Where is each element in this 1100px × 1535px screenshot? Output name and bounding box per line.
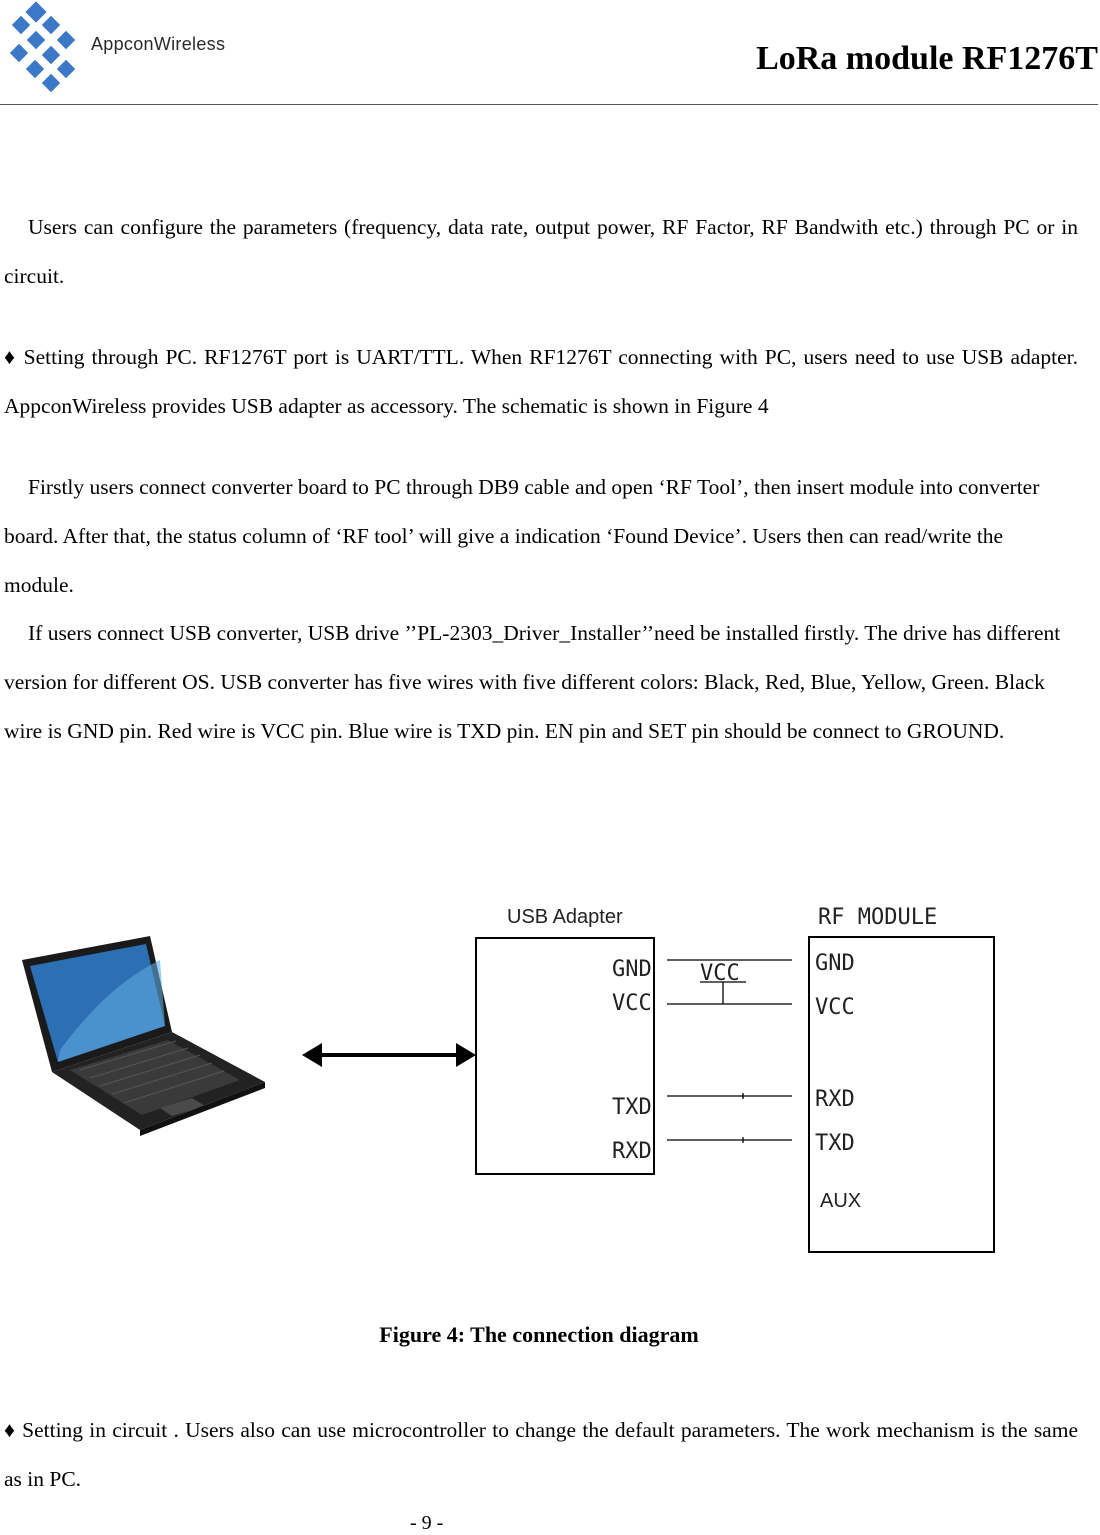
converter-paragraph: Firstly users connect converter board to PC through DB9 cable and open ‘RF Tool’, then insert module into converter board. After that, the status column of ‘RF tool’ will give a indication ‘Found Device’. Users then can read/write the module. <box>4 475 1040 597</box>
document-title: LoRa module RF1276T <box>756 40 1098 77</box>
intro-paragraph: Users can configure the parameters (frequency, data rate, output power, RF Factor, RF Bandwith etc.) through PC or in circuit. <box>4 215 1078 288</box>
usb-driver-paragraph: If users connect USB converter, USB drive ’’PL-2303_Driver_Installer’’need be installed firstly. The drive has different version for different OS. USB converter has five wires with five different colors: Black, Red, Blue, Yellow, Green. Black wire is GND pin. Red wire is VCC pin. Blue wire is TXD pin. EN pin and SET pin should be connect to GROUND. <box>4 621 1061 743</box>
rf-module-title: RF MODULE <box>818 905 938 930</box>
logo-text: AppconWireless <box>91 34 226 54</box>
usb-pin-rxd: RXD <box>612 1139 652 1164</box>
usb-adapter-title: USB Adapter <box>507 906 623 928</box>
usb-pin-txd: TXD <box>612 1095 652 1120</box>
figure-caption: Figure 4: The connection diagram <box>379 1322 699 1347</box>
rf-pin-vcc: VCC <box>815 995 855 1020</box>
pc-setting-paragraph: ♦ Setting through PC. RF1276T port is UART/TTL. When RF1276T connecting with PC, users need to use USB adapter. AppconWireless provides USB adapter as accessory. The schematic is shown in Figure 4 <box>4 345 1078 418</box>
connection-wires <box>667 960 792 1143</box>
usb-pin-vcc: VCC <box>612 991 652 1016</box>
usb-pin-gnd: GND <box>612 957 652 982</box>
rf-pin-txd: TXD <box>815 1131 855 1156</box>
laptop-icon <box>22 936 265 1136</box>
double-arrow-icon <box>302 1043 476 1067</box>
rf-pin-rxd: RXD <box>815 1087 855 1112</box>
vcc-junction-label: VCC <box>700 961 740 986</box>
rf-pin-gnd: GND <box>815 951 855 976</box>
header-divider <box>0 104 1098 105</box>
appcon-logo-icon <box>4 0 96 96</box>
circuit-setting-paragraph: ♦ Setting in circuit . Users also can use microcontroller to change the default parameters. The work mechanism is the same as in PC. <box>4 1418 1078 1491</box>
page-number: - 9 - <box>410 1512 444 1534</box>
rf-pin-aux: AUX <box>820 1190 862 1212</box>
page-header <box>0 0 1100 106</box>
connection-diagram <box>0 860 1100 1290</box>
